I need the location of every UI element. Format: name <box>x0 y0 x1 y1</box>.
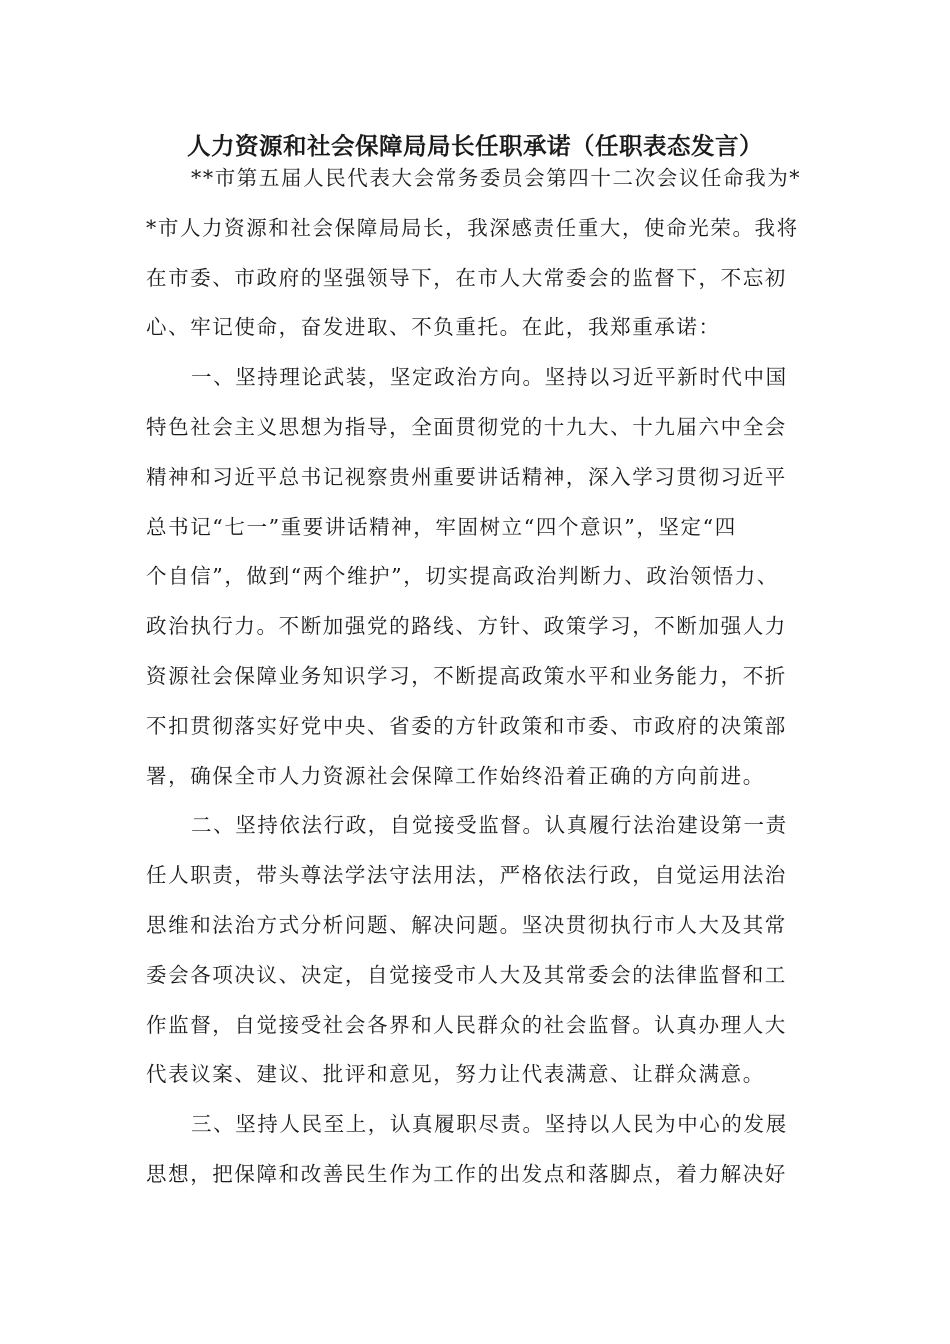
paragraph-line: 政治执行力。不断加强党的路线、方针、政策学习，不断加强人力 <box>146 614 787 639</box>
paragraph-line: 代表议案、建议、批评和意见，努力让代表满意、让群众满意。 <box>146 1062 765 1087</box>
paragraph-first-line: 三、坚持人民至上，认真履职尽责。坚持以人民为中心的发展 <box>191 1112 788 1137</box>
paragraph-first-line: 一、坚持理论武装，坚定政治方向。坚持以习近平新时代中国 <box>191 365 788 390</box>
paragraph-line: 特色社会主义思想为指导，全面贯彻党的十九大、十九届六中全会 <box>146 414 787 439</box>
paragraph-first-line: 二、坚持依法行政，自觉接受监督。认真履行法治建设第一责 <box>191 813 788 838</box>
paragraph-line: 个自信”，做到“两个维护”，切实提高政治判断力、政治领悟力、 <box>146 564 779 589</box>
paragraph-line: 总书记“七一”重要讲话精神，牢固树立“四个意识”，坚定“四 <box>146 514 737 539</box>
paragraph-first-line: **市第五届人民代表大会常务委员会第四十二次会议任命我为* <box>191 166 802 190</box>
paragraph-line: 精神和习近平总书记视察贵州重要讲话精神，深入学习贯彻习近平 <box>146 464 787 489</box>
paragraph-line: 作监督，自觉接受社会各界和人民群众的社会监督。认真办理人大 <box>146 1012 787 1037</box>
paragraph-line: 署，确保全市人力资源社会保障工作始终沿着正确的方向前进。 <box>146 763 765 788</box>
paragraph-line: 任人职责，带头尊法学法守法用法，严格依法行政，自觉运用法治 <box>146 863 787 888</box>
paragraph-line: 思维和法治方式分析问题、解决问题。坚决贯彻执行市人大及其常 <box>146 912 787 937</box>
paragraph-line: 思想，把保障和改善民生作为工作的出发点和落脚点，着力解决好 <box>146 1161 787 1186</box>
paragraph-line: 资源社会保障业务知识学习，不断提高政策水平和业务能力，不折 <box>146 663 787 688</box>
paragraph-line: 在市委、市政府的坚强领导下，在市人大常委会的监督下，不忘初 <box>146 265 787 290</box>
document-body <box>146 154 826 1200</box>
document-title: 人力资源和社会保障局局长任职承诺（任职表态发言） <box>187 132 763 160</box>
paragraph-line: 不扣贯彻落实好党中央、省委的方针政策和市委、市政府的决策部 <box>146 713 787 738</box>
paragraph-line: 委会各项决议、决定，自觉接受市人大及其常委会的法律监督和工 <box>146 962 787 987</box>
paragraph-line: 心、牢记使命，奋发进取、不负重托。在此，我郑重承诺： <box>146 315 721 340</box>
paragraph-line: *市人力资源和社会保障局局长，我深感责任重大，使命光荣。我将 <box>146 215 799 240</box>
